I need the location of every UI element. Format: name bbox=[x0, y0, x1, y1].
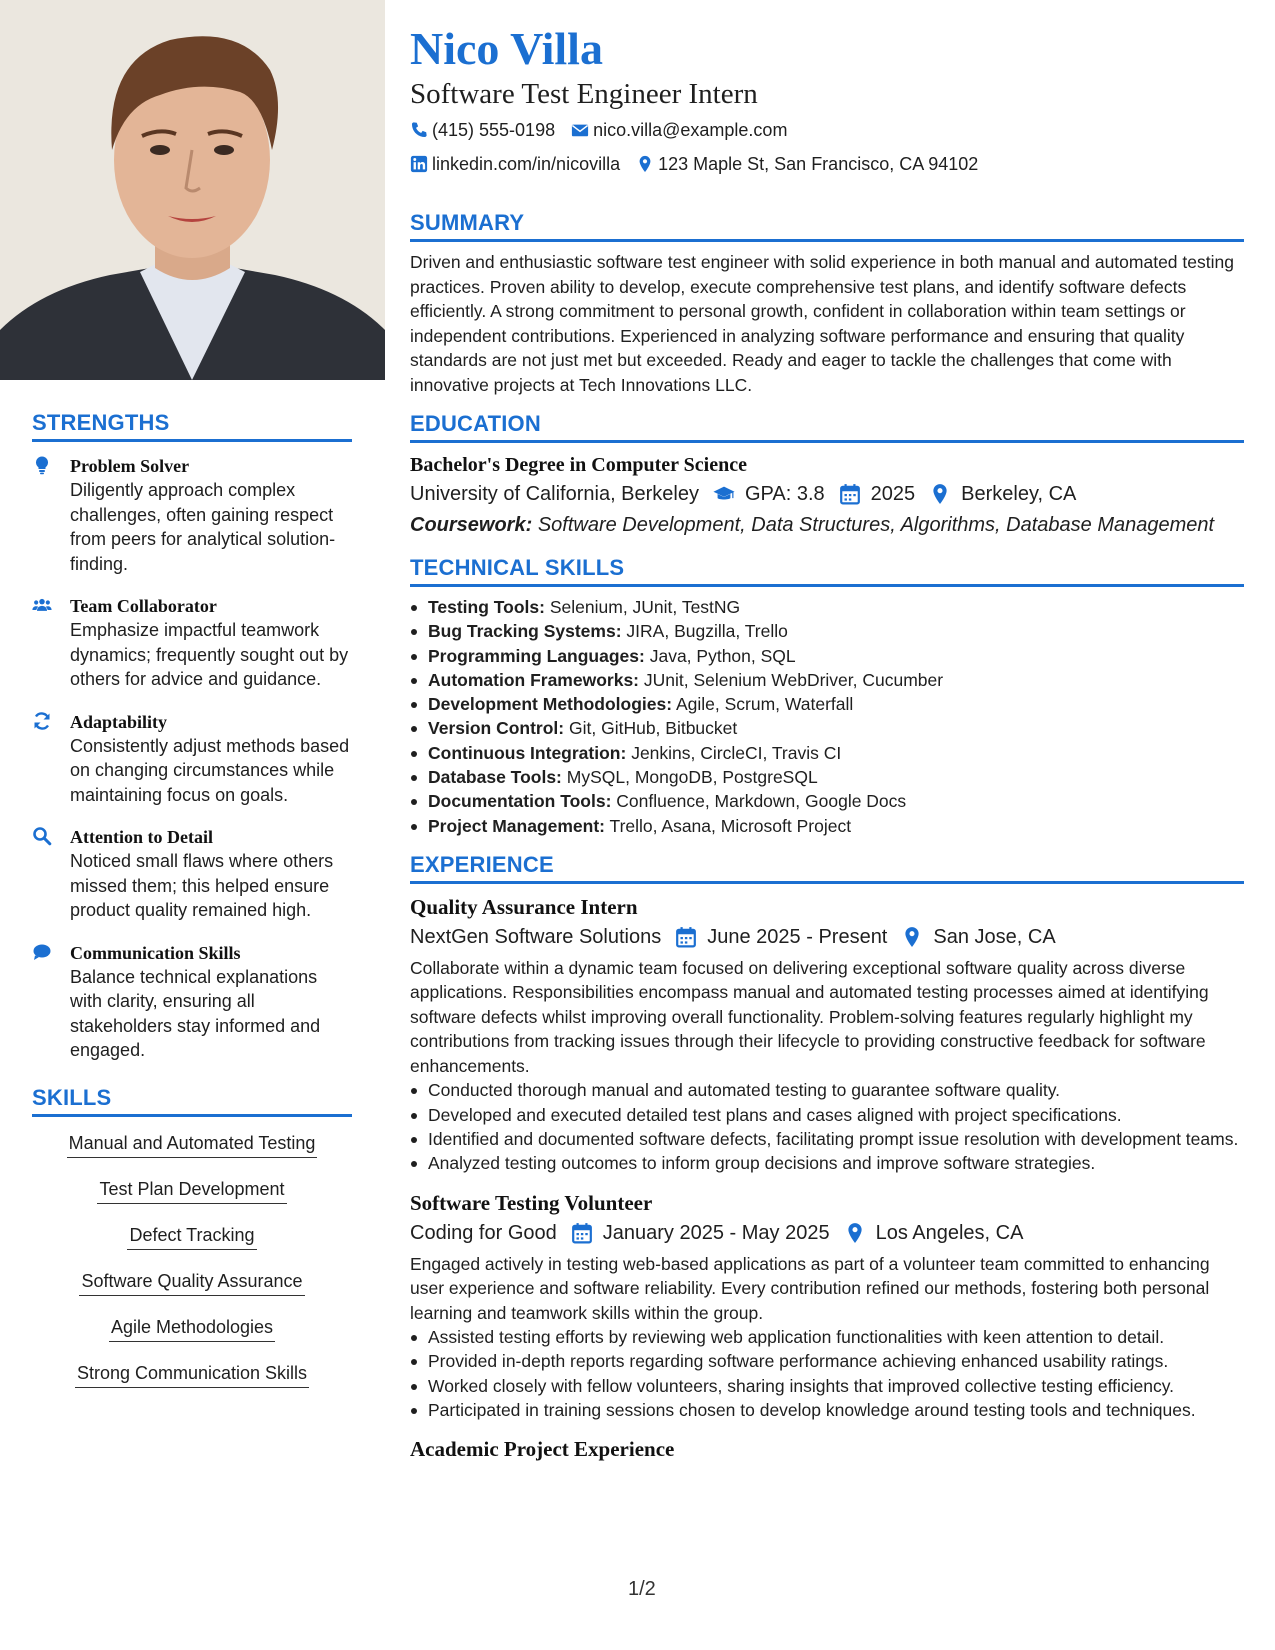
strength-title: Team Collaborator bbox=[70, 596, 217, 616]
candidate-role: Software Test Engineer Intern bbox=[410, 78, 758, 110]
list-item bbox=[410, 716, 1244, 740]
list-item bbox=[410, 765, 1244, 789]
skill-value: Trello, Asana, Microsoft Project bbox=[609, 815, 852, 836]
candidate-name: Nico Villa bbox=[410, 23, 603, 74]
strength-title: Problem Solver bbox=[70, 456, 190, 476]
skill-value: MySQL, MongoDB, PostgreSQL bbox=[566, 767, 818, 788]
company-name: NextGen Software Solutions bbox=[410, 925, 662, 948]
coursework-list: Software Development, Data Structures, Algorithms, Database Management bbox=[537, 514, 1215, 536]
list-item bbox=[410, 789, 1244, 813]
skill-value: Agile, Scrum, Waterfall bbox=[675, 694, 854, 715]
email-text: nico.villa@example.com bbox=[593, 120, 788, 140]
lightbulb-icon bbox=[32, 454, 70, 576]
strength-item bbox=[32, 594, 352, 692]
contact-row bbox=[410, 152, 1244, 176]
location-text: San Jose, CA bbox=[933, 925, 1056, 948]
location-text: Los Angeles, CA bbox=[875, 1221, 1024, 1244]
sync-icon bbox=[32, 710, 70, 808]
list-item bbox=[410, 619, 1244, 643]
phone-contact[interactable] bbox=[410, 118, 555, 142]
coursework bbox=[410, 509, 1244, 541]
list-item bbox=[410, 668, 1244, 692]
calendar-icon bbox=[571, 1222, 593, 1244]
skill-label: Automation Frameworks: bbox=[428, 669, 639, 690]
list-item: Conducted thorough manual and automated testing to guarantee software quality. bbox=[410, 1078, 1244, 1102]
skill-item: Agile Methodologies bbox=[109, 1315, 275, 1342]
calendar-icon bbox=[675, 926, 697, 948]
skill-item: Defect Tracking bbox=[127, 1223, 256, 1250]
email-contact[interactable] bbox=[571, 118, 787, 142]
strength-description: Emphasize impactful teamwork dynamics; frequently sought out by others for advice and guidance. bbox=[70, 620, 349, 689]
skill-value: JIRA, Bugzilla, Trello bbox=[626, 621, 788, 642]
address-contact bbox=[636, 152, 978, 176]
skill-value: Git, GitHub, Bitbucket bbox=[569, 718, 738, 739]
phone-icon bbox=[410, 121, 428, 139]
linkedin-icon bbox=[410, 155, 428, 173]
strength-item bbox=[32, 825, 352, 923]
graduation-cap-icon bbox=[713, 483, 735, 505]
skill-value: Java, Python, SQL bbox=[649, 645, 796, 666]
skill-value: Confluence, Markdown, Google Docs bbox=[616, 791, 907, 812]
dates-item bbox=[675, 922, 887, 952]
users-icon bbox=[32, 594, 70, 692]
phone-text: (415) 555-0198 bbox=[432, 120, 556, 140]
experience-heading: EXPERIENCE bbox=[410, 852, 1244, 884]
list-item: Analyzed testing outcomes to inform group decisions and improve software strategies. bbox=[410, 1151, 1244, 1175]
job-entry bbox=[410, 1188, 1244, 1423]
degree-title: Bachelor's Degree in Computer Science bbox=[410, 454, 747, 476]
skill-item: Strong Communication Skills bbox=[75, 1361, 309, 1388]
linkedin-contact[interactable] bbox=[410, 152, 620, 176]
job-title: Quality Assurance Intern bbox=[410, 894, 638, 919]
list-item: Identified and documented software defects, facilitating prompt issue resolution with development teams. bbox=[410, 1127, 1244, 1151]
gpa-item bbox=[713, 479, 825, 509]
skill-label: Version Control: bbox=[428, 718, 565, 739]
list-item: Provided in-depth reports regarding software performance achieving enhanced usability ratings. bbox=[410, 1349, 1244, 1373]
strengths-heading: STRENGTHS bbox=[32, 410, 352, 442]
list-item bbox=[410, 814, 1244, 838]
summary-heading: SUMMARY bbox=[410, 210, 1244, 242]
education-heading: EDUCATION bbox=[410, 411, 1244, 443]
list-item: Participated in training sessions chosen to develop knowledge around testing tools and techniques. bbox=[410, 1398, 1244, 1422]
strength-description: Consistently adjust methods based on changing circumstances while maintaining focus on goals. bbox=[70, 735, 350, 805]
skill-label: Documentation Tools: bbox=[428, 791, 612, 812]
skill-value: JUnit, Selenium WebDriver, Cucumber bbox=[643, 669, 944, 690]
skill-item: Manual and Automated Testing bbox=[67, 1131, 318, 1158]
job-title: Academic Project Experience bbox=[410, 1437, 675, 1462]
strength-item bbox=[32, 454, 352, 576]
company-name: Coding for Good bbox=[410, 1221, 557, 1244]
dates-text: June 2025 - Present bbox=[707, 925, 888, 948]
list-item bbox=[410, 692, 1244, 716]
location-pin-icon bbox=[929, 483, 951, 505]
profile-photo bbox=[0, 0, 385, 380]
strength-title: Attention to Detail bbox=[70, 827, 213, 847]
search-icon bbox=[32, 825, 70, 923]
list-item bbox=[410, 741, 1244, 765]
strength-description: Balance technical explanations with clarity, ensuring all stakeholders stay informed and engaged. bbox=[70, 966, 321, 1060]
skill-label: Project Management: bbox=[428, 815, 605, 836]
job-title: Software Testing Volunteer bbox=[410, 1190, 653, 1215]
skill-label: Bug Tracking Systems: bbox=[428, 621, 622, 642]
linkedin-text: linkedin.com/in/nicovilla bbox=[432, 154, 621, 174]
right-column bbox=[410, 22, 1244, 1464]
strength-description: Noticed small flaws where others missed them; this helped ensure product quality remained high. bbox=[70, 851, 334, 920]
job-bullets bbox=[410, 1078, 1244, 1175]
list-item: Assisted testing efforts by reviewing web application functionalities with keen attention to detail. bbox=[410, 1325, 1244, 1349]
strength-title: Adaptability bbox=[70, 711, 168, 732]
skill-label: Development Methodologies: bbox=[428, 694, 673, 715]
location-item bbox=[901, 922, 1055, 952]
skill-value: Selenium, JUnit, TestNG bbox=[549, 597, 741, 617]
skill-label: Database Tools: bbox=[428, 767, 562, 788]
coursework-label: Coursework: bbox=[410, 514, 533, 536]
strength-title: Communication Skills bbox=[70, 942, 241, 963]
skills-list bbox=[32, 1131, 352, 1407]
year-text: 2025 bbox=[870, 483, 916, 505]
education-meta bbox=[410, 479, 1244, 509]
skill-value: Jenkins, CircleCI, Travis CI bbox=[631, 742, 842, 763]
job-entry bbox=[410, 892, 1244, 1176]
envelope-icon bbox=[571, 121, 589, 139]
job-entry bbox=[410, 1434, 1244, 1464]
school-name: University of California, Berkeley bbox=[410, 483, 699, 505]
job-bullets bbox=[410, 1325, 1244, 1422]
location-item bbox=[844, 1218, 1024, 1248]
location-text: Berkeley, CA bbox=[961, 483, 1077, 505]
skill-item: Test Plan Development bbox=[97, 1177, 286, 1204]
skill-item: Software Quality Assurance bbox=[79, 1269, 304, 1296]
skill-label: Continuous Integration: bbox=[428, 742, 627, 763]
page-number: 1/2 bbox=[628, 1578, 656, 1600]
calendar-icon bbox=[839, 483, 861, 505]
summary-text: Driven and enthusiastic software test engineer with solid experience in both manual and automated testing practices. Proven ability to develop, execute comprehensive test plans, and identify software defects efficiently. A strong commitment to personal growth, confident in collaboration within team settings or independent contributions. Experienced in analyzing software performance and ensuring that quality standards are not just met but exceeded. Ready and eager to tackle the challenges that come with innovative projects at Tech Innovations LLC. bbox=[410, 252, 1234, 395]
comment-icon bbox=[32, 941, 70, 1063]
location-pin-icon bbox=[844, 1222, 866, 1244]
left-column bbox=[32, 410, 352, 1407]
address-text: 123 Maple St, San Francisco, CA 94102 bbox=[658, 154, 979, 174]
strength-description: Diligently approach complex challenges, often gaining respect from peers for analytical solution-finding. bbox=[70, 480, 336, 574]
list-item: Worked closely with fellow volunteers, sharing insights that improved collective testing efficiency. bbox=[410, 1374, 1244, 1398]
technical-skills-heading: TECHNICAL SKILLS bbox=[410, 555, 1244, 587]
strength-item bbox=[32, 710, 352, 808]
job-meta bbox=[410, 922, 1244, 952]
year-item bbox=[839, 479, 916, 509]
contact-row bbox=[410, 118, 1244, 142]
dates-item bbox=[571, 1218, 830, 1248]
strength-item bbox=[32, 941, 352, 1063]
list-item bbox=[410, 644, 1244, 668]
list-item bbox=[410, 595, 1244, 619]
location-pin-icon bbox=[636, 155, 654, 173]
dates-text: January 2025 - May 2025 bbox=[602, 1221, 830, 1244]
job-description: Engaged actively in testing web-based applications as part of a volunteer team committed to enhancing user experience and software reliability. Every contribution refined our methods, fostering both personal learning and teamwork skills within the group. bbox=[410, 1253, 1210, 1323]
skill-label: Testing Tools: bbox=[428, 597, 545, 617]
gpa-text: GPA: 3.8 bbox=[745, 483, 825, 505]
job-meta bbox=[410, 1218, 1244, 1248]
skills-heading: SKILLS bbox=[32, 1085, 352, 1117]
skill-label: Programming Languages: bbox=[428, 645, 645, 666]
technical-skills-list bbox=[410, 595, 1244, 838]
location-item bbox=[929, 479, 1076, 509]
list-item: Developed and executed detailed test plans and cases aligned with project specifications. bbox=[410, 1103, 1244, 1127]
location-pin-icon bbox=[901, 926, 923, 948]
job-description: Collaborate within a dynamic team focused on delivering exceptional software quality across diverse applications. Responsibilities encompass manual and automated testing processes aimed at identifying software defects whilst improving overall functionality. Problem-solving features regularly highlight my contributions from tracking issues through their lifecycle to providing constructive feedback for software enhancements. bbox=[410, 957, 1209, 1076]
